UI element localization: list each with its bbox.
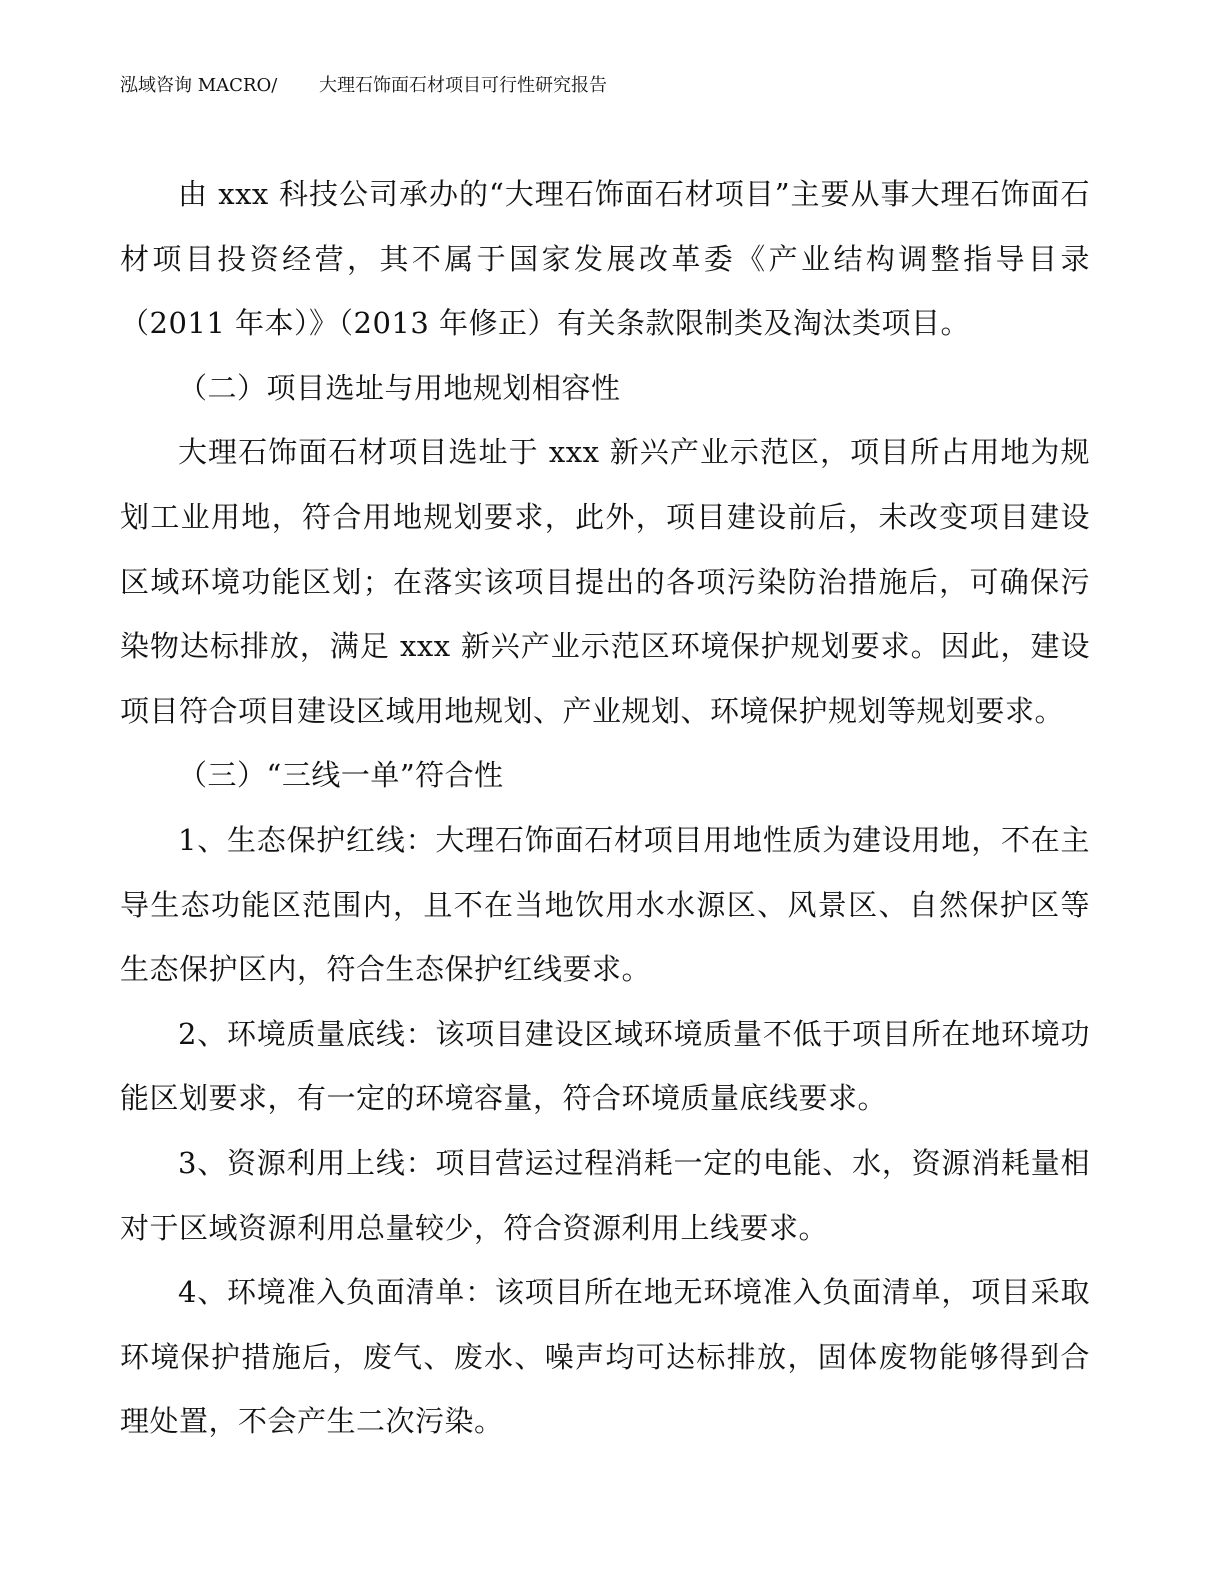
paragraph-resource-limit: 3、资源利用上线：项目营运过程消耗一定的电能、水，资源消耗量相对于区域资源利用总量较少，符合资源利用上线要求。 — [120, 1145, 1090, 1245]
paragraph-environment-quality: 2、环境质量底线：该项目建设区域环境质量不低于项目所在地环境功能区划要求，有一定的环境容量，符合环境质量底线要求。 — [120, 1016, 1090, 1116]
paragraph-ecological-redline: 1、生态保护红线：大理石饰面石材项目用地性质为建设用地，不在主导生态功能区范围内，且不在当地饮用水水源区、风景区、自然保护区等生态保护区内，符合生态保护红线要求。 — [120, 822, 1090, 987]
section-heading-site-selection: （二）项目选址与用地规划相容性 — [178, 370, 621, 405]
page-header — [120, 72, 607, 100]
paragraph-negative-list: 4、环境准入负面清单：该项目所在地无环境准入负面清单，项目采取环境保护措施后，废气、废水、噪声均可达标排放，固体废物能够得到合理处置，不会产生二次污染。 — [120, 1275, 1090, 1439]
header-org: 泓域咨询 MACRO/ — [120, 75, 278, 96]
paragraph-industry-policy: 由 xxx 科技公司承办的“大理石饰面石材项目”主要从事大理石饰面石材项目投资经营，其不属于国家发展改革委《产业结构调整指导目录（2011 年本）》（2013 年修正）有关条款限制类及淘汰类项目。 — [120, 177, 1090, 341]
document-body — [120, 162, 1090, 1454]
paragraph-site-selection: 大理石饰面石材项目选址于 xxx 新兴产业示范区，项目所占用地为规划工业用地，符合用地规划要求，此外，项目建设前后，未改变项目建设区域环境功能区划；在落实该项目提出的各项污染防治措施后，可确保污染物达标排放，满足 xxx 新兴产业示范区环境保护规划要求。因此，建设项目符合项目建设区域用地规划、产业规划、环境保护规划等规划要求。 — [120, 435, 1090, 728]
header-title: 大理石饰面石材项目可行性研究报告 — [319, 75, 608, 96]
section-heading-three-lines: （三）“三线一单”符合性 — [178, 758, 504, 793]
